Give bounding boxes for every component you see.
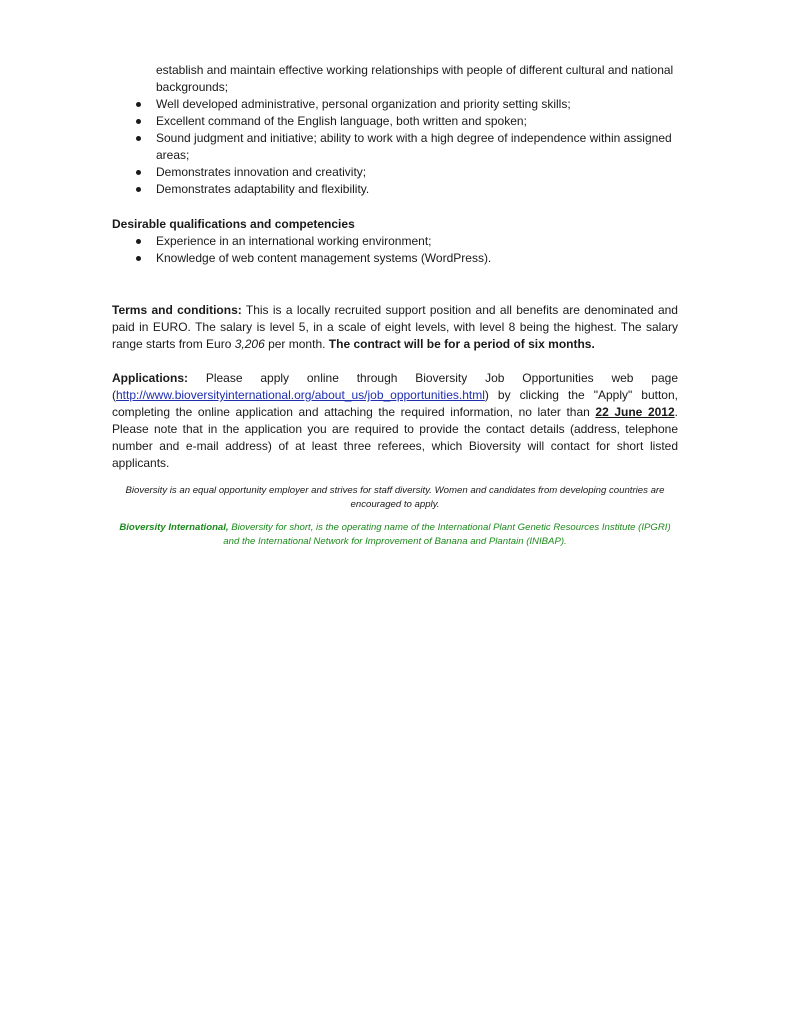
desirable-heading: Desirable qualifications and competencies xyxy=(112,217,355,231)
document-page xyxy=(112,62,678,558)
applications-paragraph: Applications: Please apply online through Bioversity Job Opportunities web page (http://www.bioversityinternational.org/about_us/job_opportunities.html) by clicking the "Apply" button, completing the online application and attaching the required information, no later than 22 June 2012. Please note that in the application you are required to provide the contact details (address, telephone number and e-mail address) of at least three referees, which Bioversity will contact for short listed applicants. xyxy=(112,371,678,470)
list-item: Excellent command of the English language, both written and spoken; xyxy=(112,113,678,130)
list-item: Knowledge of web content management systems (WordPress). xyxy=(112,250,678,267)
list-item: Experience in an international working environment; xyxy=(112,233,678,250)
bullet-icon xyxy=(136,170,141,175)
list-item: Demonstrates innovation and creativity; xyxy=(112,164,678,181)
salary-value: 3,206 xyxy=(234,337,265,351)
org-name: Bioversity International, xyxy=(119,522,229,533)
bullet-continuation: establish and maintain effective working relationships with people of different cultural and national backgrounds; xyxy=(156,63,674,94)
equal-opportunity-notice: Bioversity is an equal opportunity employer and strives for staff diversity. Women and candidates from developing countries are encouraged to apply. xyxy=(125,485,665,510)
contract-period: The contract will be for a period of six months. xyxy=(328,337,595,351)
bullet-icon xyxy=(136,256,141,261)
list-item: Demonstrates adaptability and flexibility. xyxy=(112,181,678,198)
bullet-icon xyxy=(136,136,141,141)
list-item: Well developed administrative, personal organization and priority setting skills; xyxy=(112,96,678,113)
deadline-date: 22 June 2012 xyxy=(595,405,675,419)
skills-list xyxy=(112,96,678,198)
applications-label: Applications: xyxy=(112,371,189,385)
job-opportunities-link[interactable]: http://www.bioversityinternational.org/about_us/job_opportunities.html xyxy=(116,388,485,402)
terms-label: Terms and conditions: xyxy=(112,303,242,317)
bullet-icon xyxy=(136,187,141,192)
bullet-icon xyxy=(136,102,141,107)
about-bioversity: Bioversity International, Bioversity for short, is the operating name of the International Plant Genetic Resources Institute (IPGRI) and the International Network for Improvement of Banana and Plantain (INIBAP). xyxy=(119,522,671,547)
terms-paragraph: Terms and conditions: This is a locally recruited support position and all benefits are denominated and paid in EURO. The salary is level 5, in a scale of eight levels, with level 8 being the highest. The salary range starts from Euro 3,206 per month. The contract will be for a period of six months. xyxy=(112,303,678,351)
desirable-list xyxy=(112,233,678,267)
list-item: Sound judgment and initiative; ability to work with a high degree of independence within assigned areas; xyxy=(112,130,678,164)
bullet-icon xyxy=(136,239,141,244)
bullet-icon xyxy=(136,119,141,124)
